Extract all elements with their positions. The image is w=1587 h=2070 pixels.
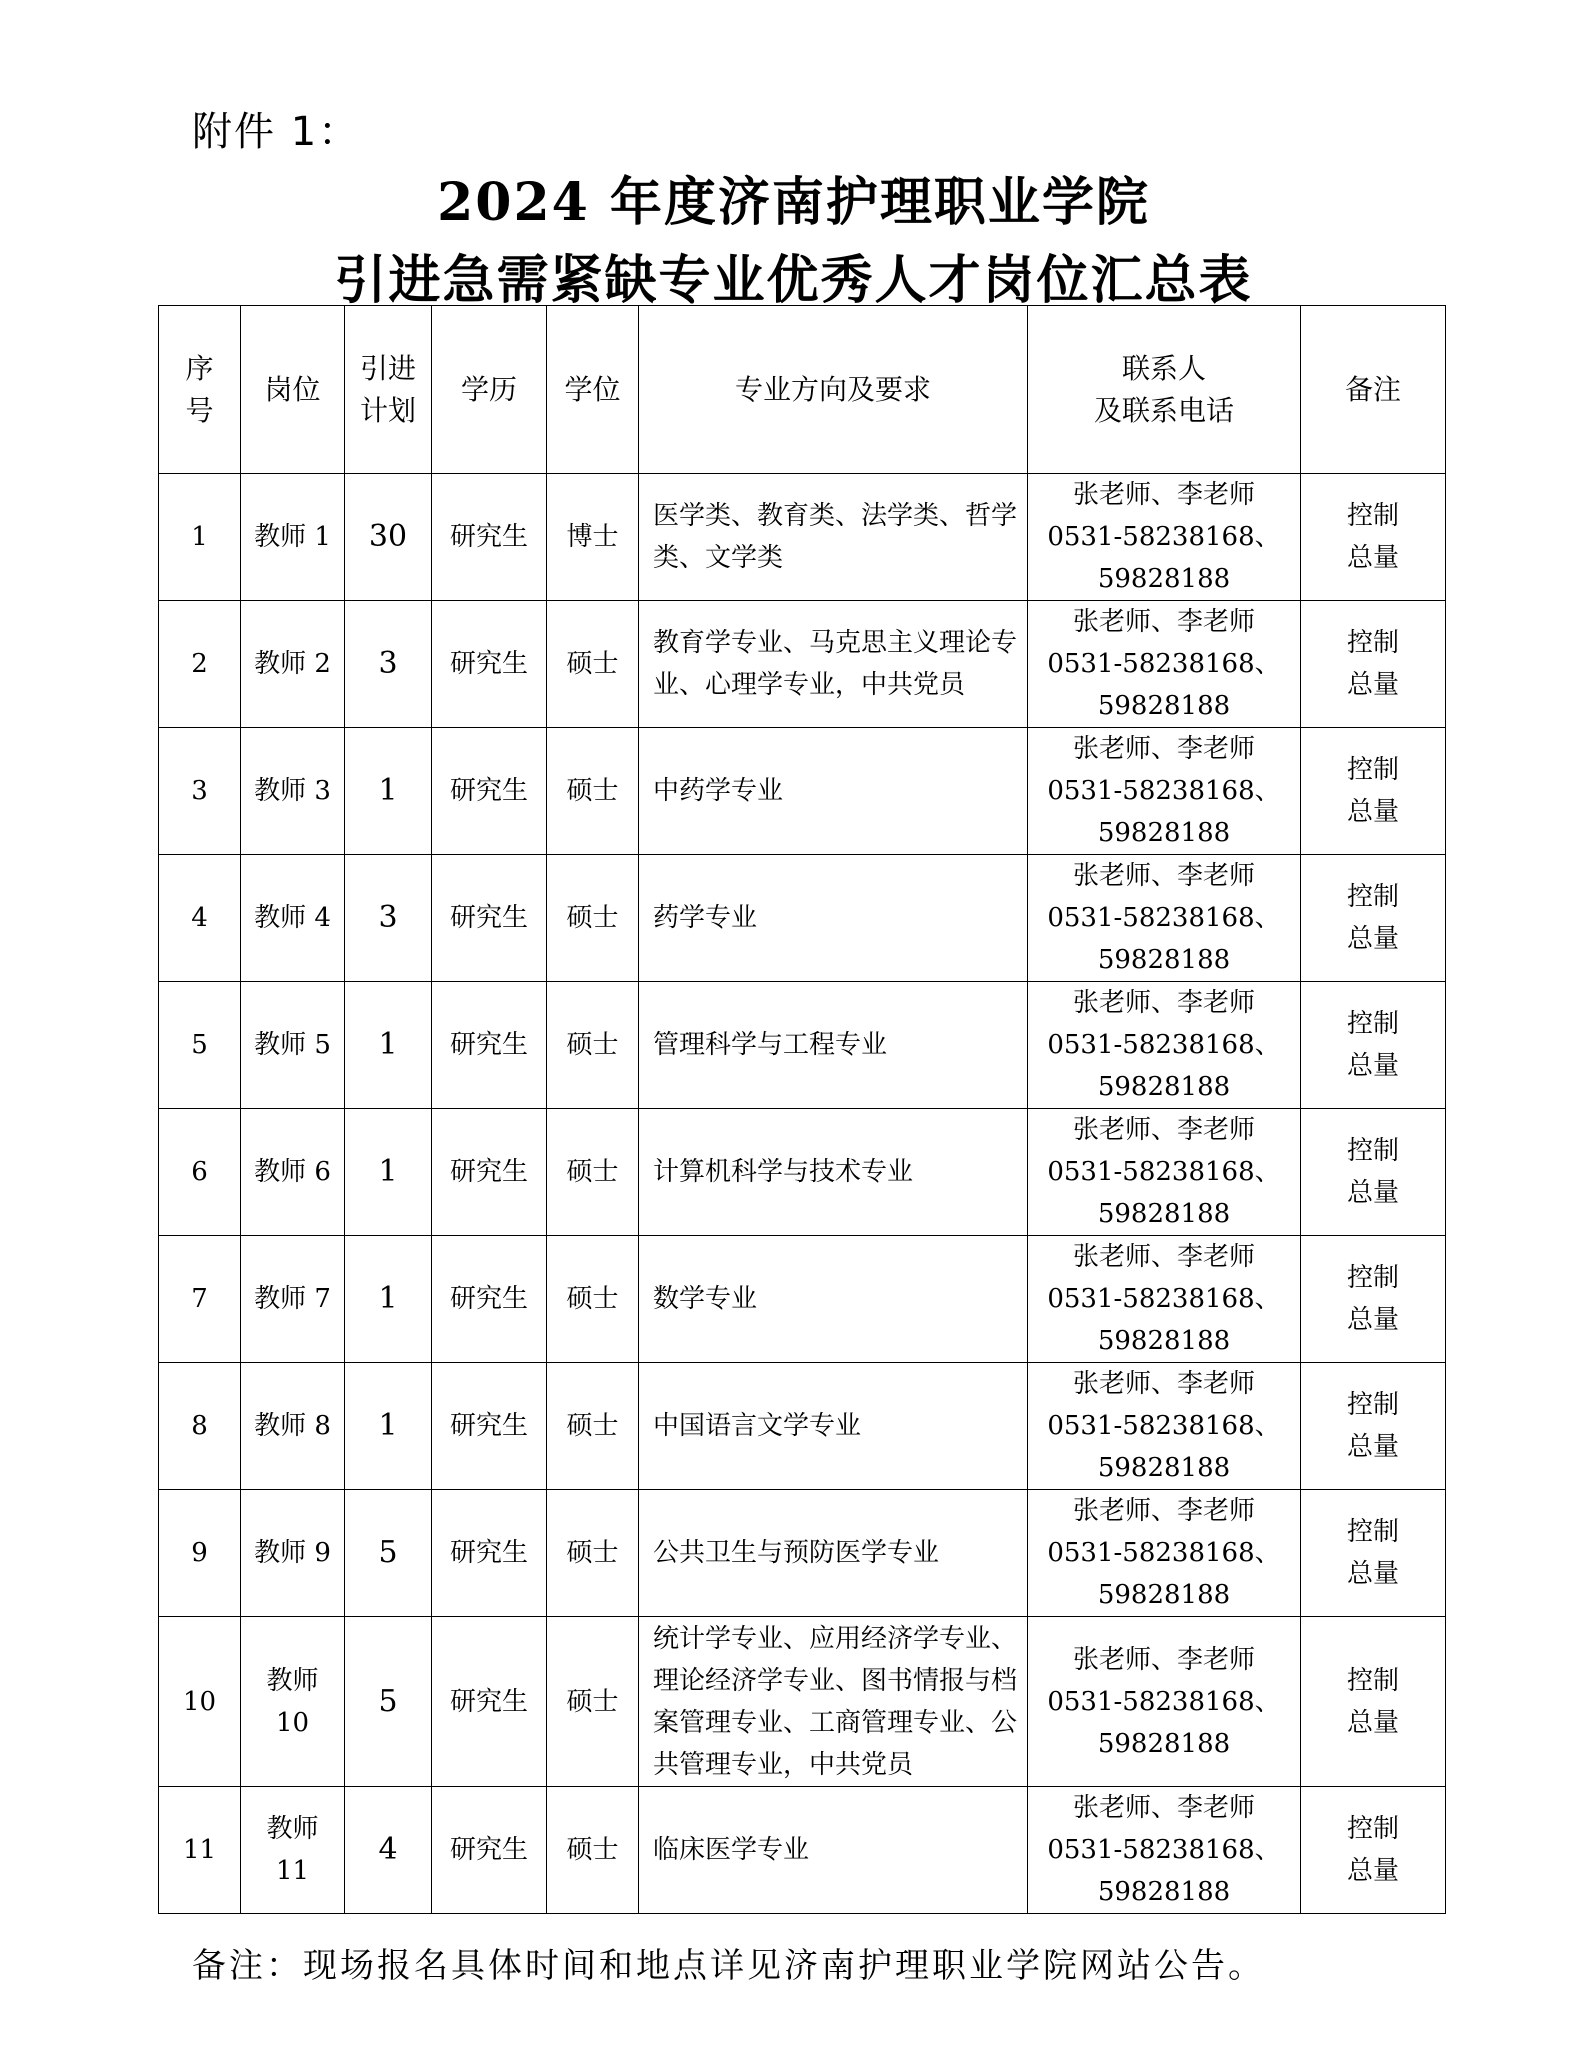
- cell-degree: 硕士: [547, 1787, 639, 1914]
- cell-education: 研究生: [432, 728, 547, 855]
- cell-degree: 硕士: [547, 1109, 639, 1236]
- cell-major: 数学专业: [639, 1236, 1028, 1363]
- cell-major: 临床医学专业: [639, 1787, 1028, 1914]
- cell-seq: 1: [159, 474, 241, 601]
- cell-plan: 1: [345, 1236, 432, 1363]
- table-row: [159, 728, 1446, 855]
- cell-education: 研究生: [432, 1363, 547, 1490]
- cell-seq: 11: [159, 1787, 241, 1914]
- header-major: 专业方向及要求: [639, 306, 1028, 474]
- cell-plan: 5: [345, 1490, 432, 1617]
- cell-remark: 控制 总量: [1301, 1363, 1446, 1490]
- footnote: 备注：现场报名具体时间和地点详见济南护理职业学院网站公告。: [192, 1946, 1265, 1986]
- cell-post: 教师 4: [241, 855, 345, 982]
- cell-seq: 8: [159, 1363, 241, 1490]
- cell-contact: 张老师、李老师 0531-58238168、 59828188: [1028, 855, 1301, 982]
- page-title-line2: 引进急需紧缺专业优秀人才岗位汇总表: [334, 250, 1253, 311]
- header-remark: 备注: [1301, 306, 1446, 474]
- table-row: [159, 855, 1446, 982]
- cell-education: 研究生: [432, 1617, 547, 1787]
- cell-post: 教师 9: [241, 1490, 345, 1617]
- cell-seq: 5: [159, 982, 241, 1109]
- cell-remark: 控制 总量: [1301, 474, 1446, 601]
- cell-major: 管理科学与工程专业: [639, 982, 1028, 1109]
- cell-contact: 张老师、李老师 0531-58238168、 59828188: [1028, 728, 1301, 855]
- cell-post: 教师 1: [241, 474, 345, 601]
- table-header-row: [159, 306, 1446, 474]
- cell-degree: 硕士: [547, 728, 639, 855]
- cell-remark: 控制 总量: [1301, 1787, 1446, 1914]
- cell-seq: 6: [159, 1109, 241, 1236]
- cell-remark: 控制 总量: [1301, 855, 1446, 982]
- table-row: [159, 1363, 1446, 1490]
- cell-seq: 4: [159, 855, 241, 982]
- cell-degree: 硕士: [547, 982, 639, 1109]
- cell-remark: 控制 总量: [1301, 1236, 1446, 1363]
- cell-seq: 10: [159, 1617, 241, 1787]
- table-row: [159, 1617, 1446, 1787]
- cell-seq: 2: [159, 601, 241, 728]
- cell-major: 公共卫生与预防医学专业: [639, 1490, 1028, 1617]
- cell-contact: 张老师、李老师 0531-58238168、 59828188: [1028, 601, 1301, 728]
- cell-seq: 7: [159, 1236, 241, 1363]
- cell-contact: 张老师、李老师 0531-58238168、 59828188: [1028, 474, 1301, 601]
- cell-major: 药学专业: [639, 855, 1028, 982]
- cell-contact: 张老师、李老师 0531-58238168、 59828188: [1028, 1109, 1301, 1236]
- cell-post: 教师 8: [241, 1363, 345, 1490]
- cell-degree: 博士: [547, 474, 639, 601]
- table-row: [159, 1490, 1446, 1617]
- table-row: [159, 1787, 1446, 1914]
- cell-major: 医学类、教育类、法学类、哲学类、文学类: [639, 474, 1028, 601]
- header-post: 岗位: [241, 306, 345, 474]
- cell-post: 教师 5: [241, 982, 345, 1109]
- cell-plan: 1: [345, 728, 432, 855]
- cell-plan: 3: [345, 601, 432, 728]
- cell-degree: 硕士: [547, 601, 639, 728]
- cell-education: 研究生: [432, 1109, 547, 1236]
- cell-education: 研究生: [432, 855, 547, 982]
- cell-major: 中药学专业: [639, 728, 1028, 855]
- cell-degree: 硕士: [547, 1617, 639, 1787]
- table-row: [159, 982, 1446, 1109]
- cell-degree: 硕士: [547, 1236, 639, 1363]
- cell-education: 研究生: [432, 1787, 547, 1914]
- cell-plan: 5: [345, 1617, 432, 1787]
- cell-plan: 1: [345, 1363, 432, 1490]
- header-contact: 联系人 及联系电话: [1028, 306, 1301, 474]
- cell-post: 教师 10: [241, 1617, 345, 1787]
- cell-degree: 硕士: [547, 1490, 639, 1617]
- cell-seq: 3: [159, 728, 241, 855]
- cell-major: 计算机科学与技术专业: [639, 1109, 1028, 1236]
- header-seq: 序 号: [159, 306, 241, 474]
- cell-remark: 控制 总量: [1301, 982, 1446, 1109]
- cell-education: 研究生: [432, 1236, 547, 1363]
- cell-education: 研究生: [432, 474, 547, 601]
- cell-major: 中国语言文学专业: [639, 1363, 1028, 1490]
- header-plan: 引进 计划: [345, 306, 432, 474]
- cell-post: 教师 11: [241, 1787, 345, 1914]
- table-row: [159, 1236, 1446, 1363]
- cell-contact: 张老师、李老师 0531-58238168、 59828188: [1028, 1617, 1301, 1787]
- cell-education: 研究生: [432, 1490, 547, 1617]
- cell-remark: 控制 总量: [1301, 1617, 1446, 1787]
- cell-post: 教师 3: [241, 728, 345, 855]
- cell-seq: 9: [159, 1490, 241, 1617]
- cell-plan: 3: [345, 855, 432, 982]
- cell-plan: 30: [345, 474, 432, 601]
- header-education: 学历: [432, 306, 547, 474]
- cell-contact: 张老师、李老师 0531-58238168、 59828188: [1028, 1363, 1301, 1490]
- cell-post: 教师 7: [241, 1236, 345, 1363]
- header-degree: 学位: [547, 306, 639, 474]
- cell-remark: 控制 总量: [1301, 601, 1446, 728]
- cell-remark: 控制 总量: [1301, 728, 1446, 855]
- cell-education: 研究生: [432, 982, 547, 1109]
- cell-contact: 张老师、李老师 0531-58238168、 59828188: [1028, 1787, 1301, 1914]
- cell-major: 统计学专业、应用经济学专业、理论经济学专业、图书情报与档案管理专业、工商管理专业、公共管理专业，中共党员: [639, 1617, 1028, 1787]
- page-title-line1: 2024 年度济南护理职业学院: [437, 172, 1150, 233]
- cell-education: 研究生: [432, 601, 547, 728]
- cell-remark: 控制 总量: [1301, 1109, 1446, 1236]
- cell-post: 教师 6: [241, 1109, 345, 1236]
- cell-degree: 硕士: [547, 1363, 639, 1490]
- cell-contact: 张老师、李老师 0531-58238168、 59828188: [1028, 1236, 1301, 1363]
- cell-remark: 控制 总量: [1301, 1490, 1446, 1617]
- cell-plan: 4: [345, 1787, 432, 1914]
- table-row: [159, 474, 1446, 601]
- cell-major: 教育学专业、马克思主义理论专业、心理学专业，中共党员: [639, 601, 1028, 728]
- cell-plan: 1: [345, 982, 432, 1109]
- cell-post: 教师 2: [241, 601, 345, 728]
- cell-degree: 硕士: [547, 855, 639, 982]
- table-row: [159, 1109, 1446, 1236]
- cell-contact: 张老师、李老师 0531-58238168、 59828188: [1028, 982, 1301, 1109]
- table-row: [159, 601, 1446, 728]
- positions-table: [158, 305, 1446, 1914]
- cell-plan: 1: [345, 1109, 432, 1236]
- cell-contact: 张老师、李老师 0531-58238168、 59828188: [1028, 1490, 1301, 1617]
- attachment-label: 附件 1：: [192, 109, 361, 155]
